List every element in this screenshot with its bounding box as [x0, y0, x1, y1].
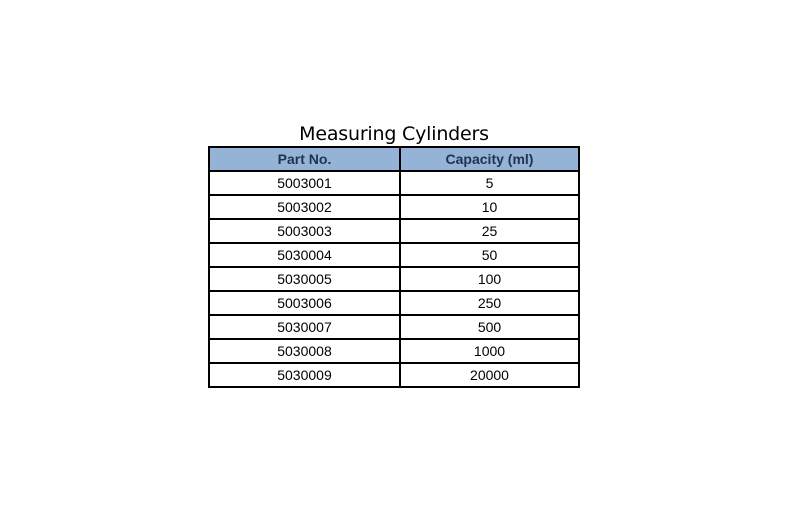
table-title: Measuring Cylinders	[299, 123, 489, 145]
capacity-cell: 1000	[400, 339, 579, 363]
capacity-cell: 50	[400, 243, 579, 267]
column-header-capacity: Capacity (ml)	[400, 147, 579, 171]
part-number-cell: 5030009	[209, 363, 400, 387]
part-number-cell: 5030005	[209, 267, 400, 291]
part-number-cell: 5030007	[209, 315, 400, 339]
table-row	[209, 339, 579, 363]
capacity-cell: 250	[400, 291, 579, 315]
capacity-cell: 5	[400, 171, 579, 195]
part-number-cell: 5003006	[209, 291, 400, 315]
table-row	[209, 315, 579, 339]
table-row	[209, 267, 579, 291]
table-row	[209, 171, 579, 195]
table-header-row	[209, 147, 579, 171]
table-row	[209, 291, 579, 315]
capacity-cell: 20000	[400, 363, 579, 387]
table-row	[209, 243, 579, 267]
capacity-cell: 500	[400, 315, 579, 339]
table-row	[209, 195, 579, 219]
part-number-cell: 5003001	[209, 171, 400, 195]
table-row	[209, 219, 579, 243]
part-number-cell: 5003002	[209, 195, 400, 219]
column-header-part-no: Part No.	[209, 147, 400, 171]
capacity-cell: 25	[400, 219, 579, 243]
part-number-cell: 5030008	[209, 339, 400, 363]
measuring-cylinders-document	[208, 122, 580, 388]
part-number-cell: 5030004	[209, 243, 400, 267]
part-number-cell: 5003003	[209, 219, 400, 243]
part-capacity-table	[208, 146, 580, 388]
table-row	[209, 363, 579, 387]
capacity-cell: 100	[400, 267, 579, 291]
capacity-cell: 10	[400, 195, 579, 219]
